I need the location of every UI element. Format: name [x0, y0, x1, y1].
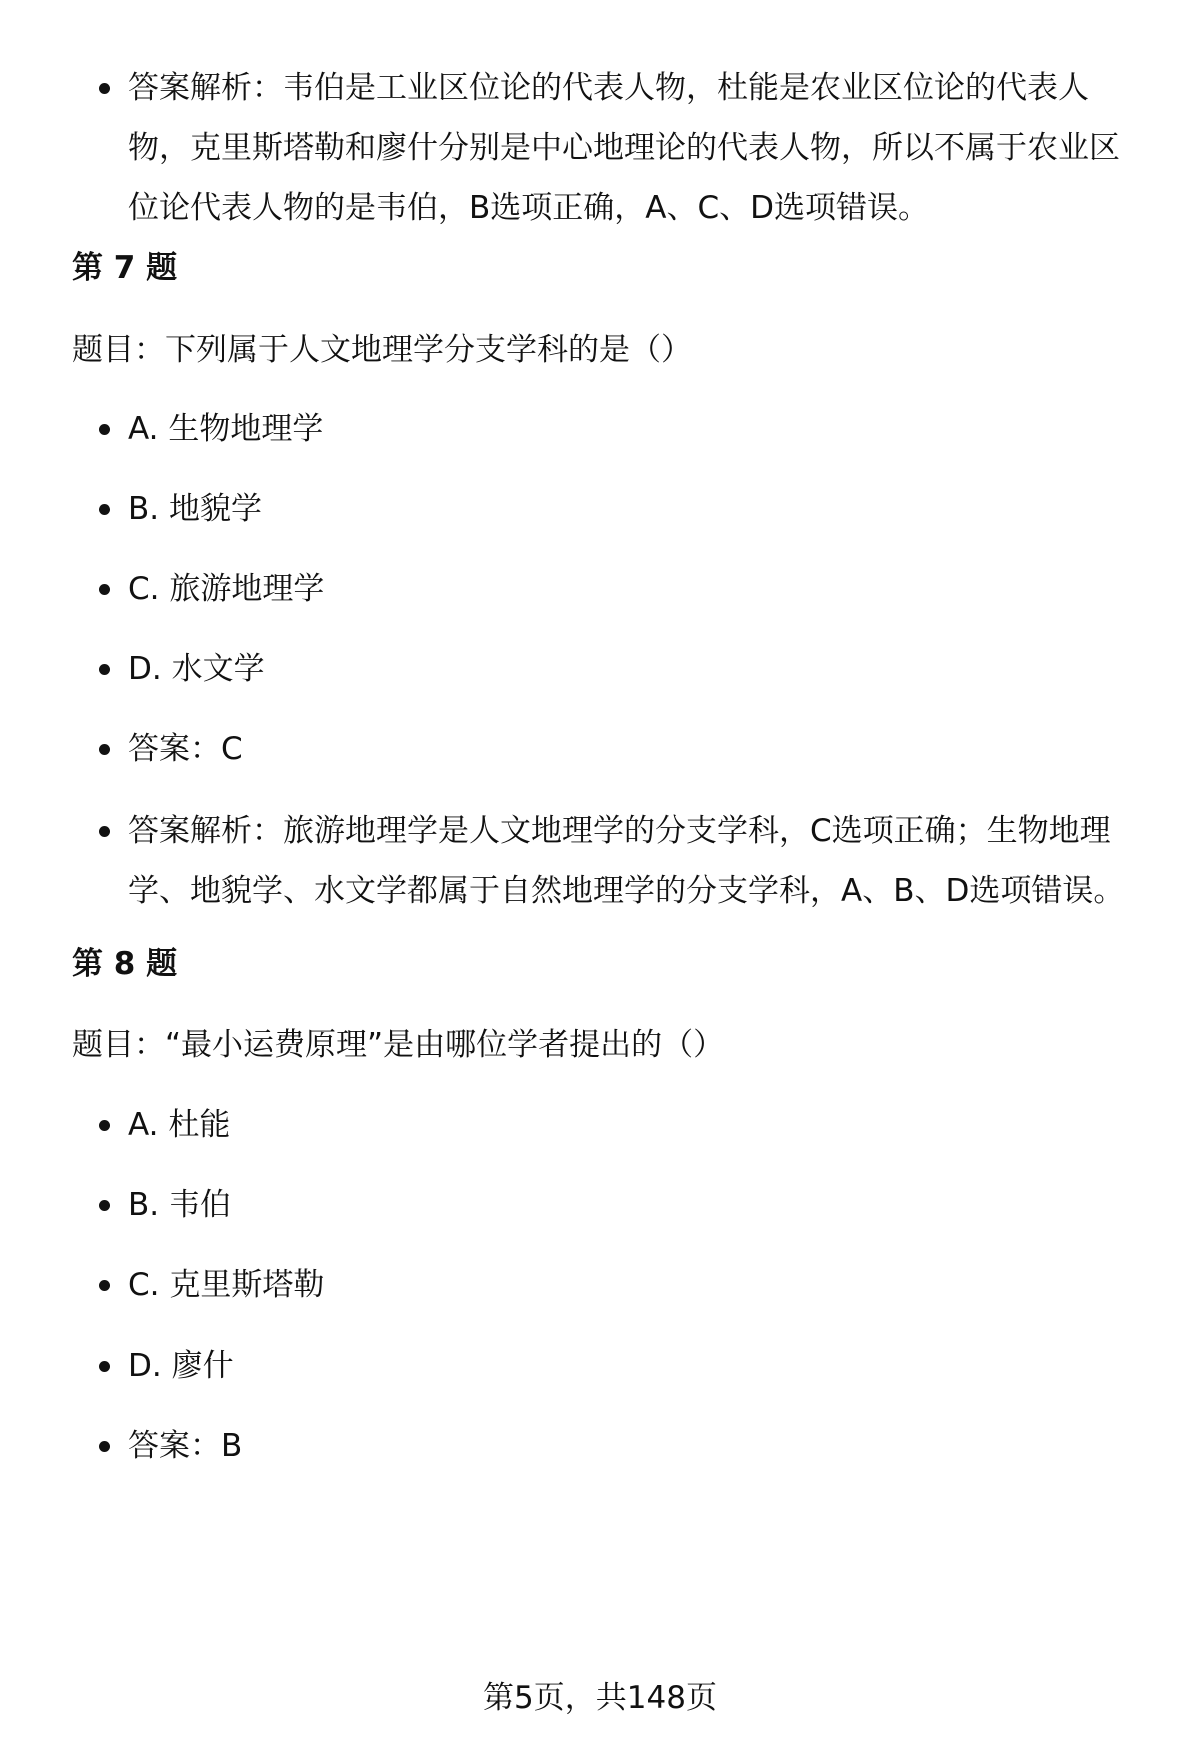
- q7-heading: 第 7 题: [72, 250, 178, 286]
- prev-analysis: 答案解析：韦伯是工业区位论的代表人物，杜能是农业区位论的代表人物，克里斯塔勒和廖什分别是中心地理论的代表人物，所以不属于农业区位论代表人物的是韦伯，B选项正确，A、C、D选项错误。: [128, 58, 1148, 238]
- q7-option-a: A. 生物地理学: [128, 399, 1148, 459]
- q8-option-d: D. 廖什: [128, 1336, 1148, 1396]
- q8-prompt: 题目：“最小运费原理”是由哪位学者提出的（）: [72, 1027, 725, 1063]
- q8-option-b: B. 韦伯: [128, 1175, 1148, 1235]
- q7-option-b: B. 地貌学: [128, 479, 1148, 539]
- q8-answer: 答案：B: [128, 1416, 1148, 1476]
- q7-analysis: 答案解析：旅游地理学是人文地理学的分支学科，C选项正确；生物地理学、地貌学、水文学都属于自然地理学的分支学科，A、B、D选项错误。: [128, 801, 1148, 921]
- q8-heading: 第 8 题: [72, 946, 178, 982]
- q7-prompt: 题目：下列属于人文地理学分支学科的是（）: [72, 332, 692, 368]
- q8-option-c: C. 克里斯塔勒: [128, 1255, 1148, 1315]
- page-footer: 第5页，共148页: [483, 1680, 717, 1716]
- q8-option-a: A. 杜能: [128, 1095, 1148, 1155]
- q7-option-c: C. 旅游地理学: [128, 559, 1148, 619]
- q7-option-d: D. 水文学: [128, 639, 1148, 699]
- q7-answer: 答案：C: [128, 719, 1148, 779]
